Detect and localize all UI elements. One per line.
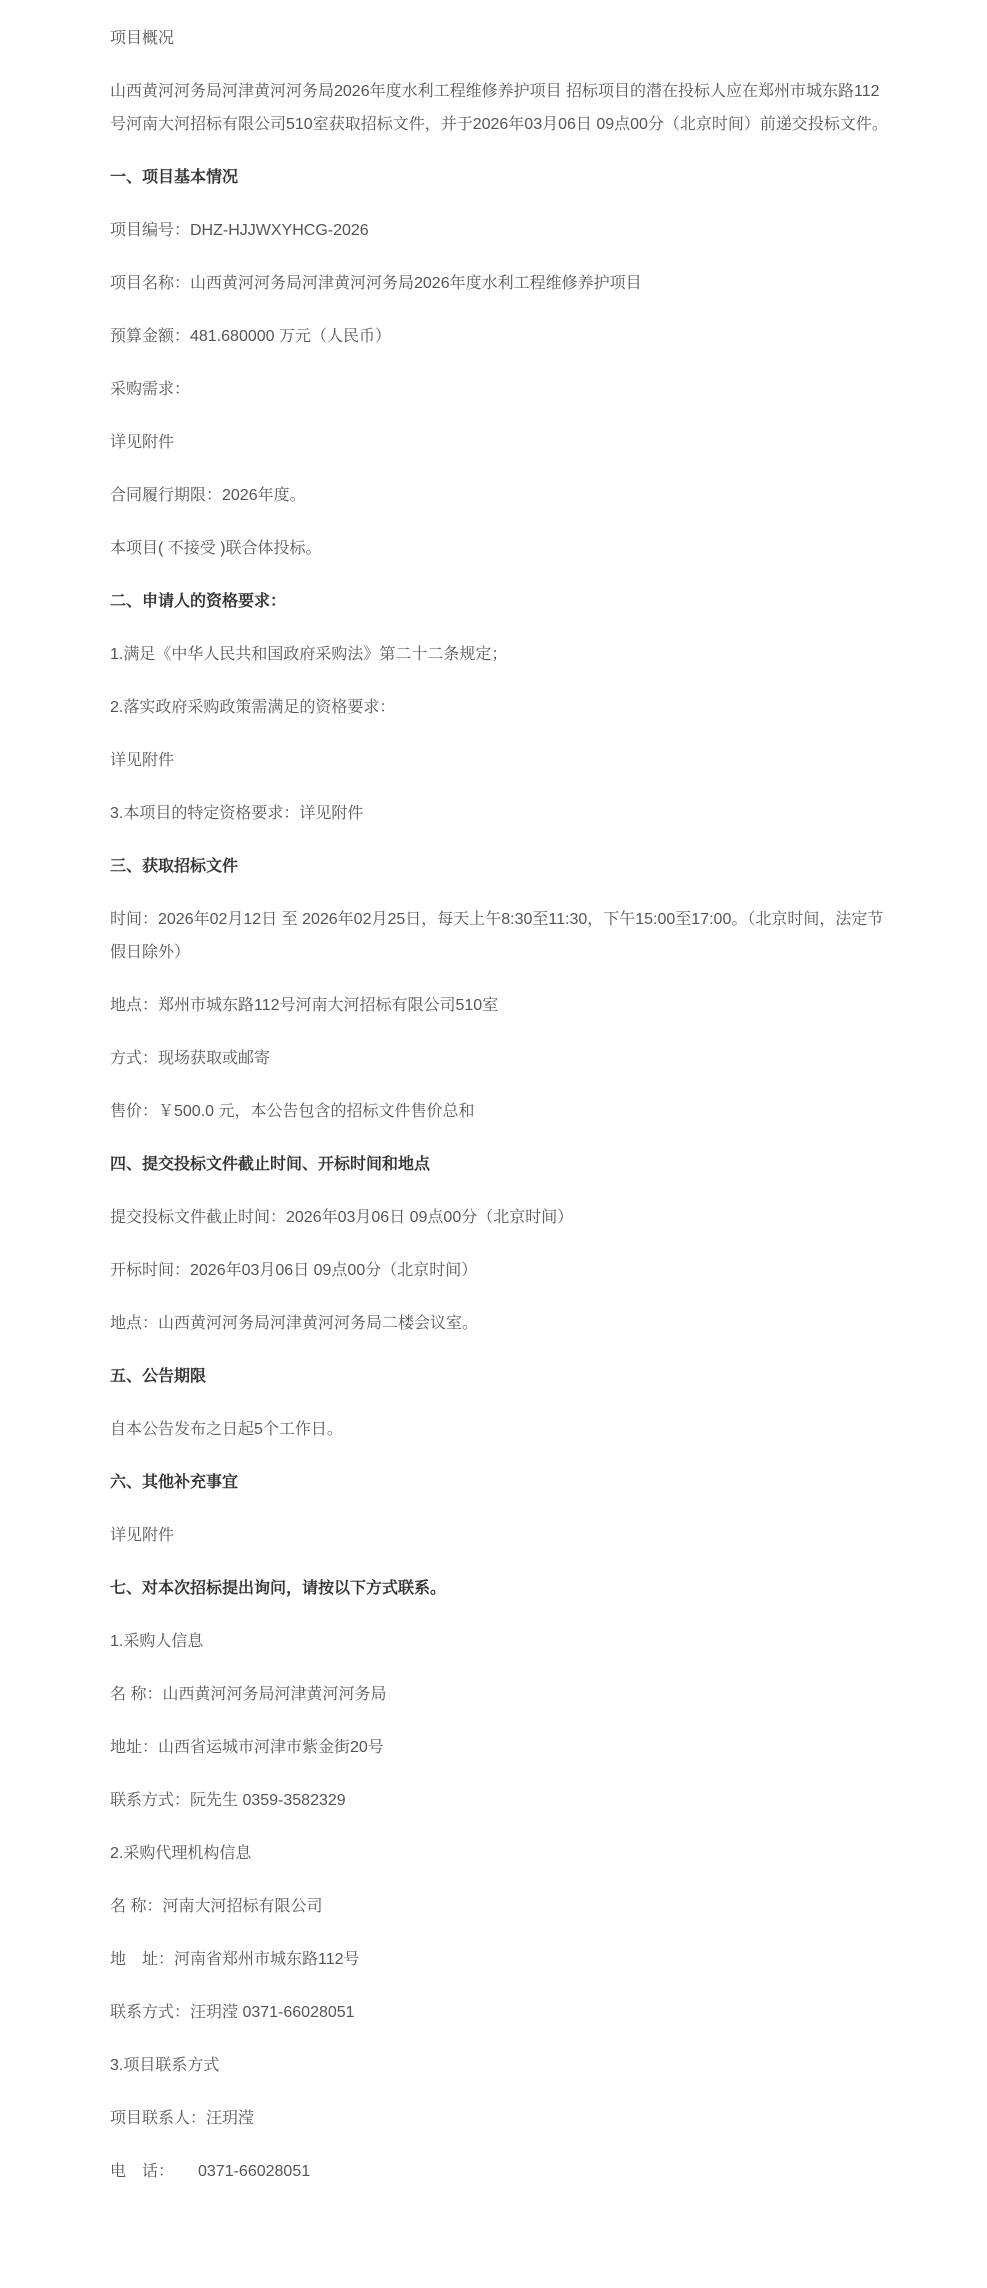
section-heading: 三、获取招标文件 [110,858,239,875]
document-body [110,22,892,2188]
paragraph: 采购需求： [110,381,191,398]
section-heading: 六、其他补充事宜 [110,1474,239,1491]
paragraph: 开标时间：2026年03月06日 09点00分（北京时间） [110,1262,478,1279]
paragraph: 地点：郑州市城东路112号河南大河招标有限公司510室 [110,997,499,1014]
project-overview-label: 项目概况 [110,30,175,47]
paragraph: 预算金额：481.680000 万元（人民币） [110,328,391,345]
paragraph: 3.本项目的特定资格要求：详见附件 [110,805,364,822]
paragraph: 详见附件 [110,752,175,769]
paragraph: 地 址：河南省郑州市城东路112号 [110,1951,360,1968]
paragraph: 3.项目联系方式 [110,2057,220,2074]
paragraph: 名 称：山西黄河河务局河津黄河河务局 [110,1686,387,1703]
paragraph: 自本公告发布之日起5个工作日。 [110,1421,343,1438]
paragraph: 1.满足《中华人民共和国政府采购法》第二十二条规定； [110,646,508,663]
paragraph: 联系方式：阮先生 0359-3582329 [110,1792,346,1809]
section-heading: 一、项目基本情况 [110,169,239,186]
paragraph: 本项目( 不接受 )联合体投标。 [110,540,322,557]
paragraph: 方式：现场获取或邮寄 [110,1050,271,1067]
paragraph: 项目编号：DHZ-HJJWXYHCG-2026 [110,222,369,239]
paragraph: 地点：山西黄河河务局河津黄河河务局二楼会议室。 [110,1315,479,1332]
paragraph: 名 称：河南大河招标有限公司 [110,1898,323,1915]
paragraph: 项目联系人：汪玥滢 [110,2110,255,2127]
paragraph: 山西黄河河务局河津黄河河务局2026年度水利工程维修养护项目 招标项目的潜在投标人应在郑州市城东路112号河南大河招标有限公司510室获取招标文件，并于2026年03月06日 09点00分（北京时间）前递交投标文件。 [110,83,888,133]
paragraph: 地址：山西省运城市河津市紫金街20号 [110,1739,384,1756]
section-heading: 四、提交投标文件截止时间、开标时间和地点 [110,1156,431,1173]
paragraph: 2.采购代理机构信息 [110,1845,252,1862]
paragraph: 提交投标文件截止时间：2026年03月06日 09点00分（北京时间） [110,1209,574,1226]
paragraph: 电 话： 0371-66028051 [110,2163,311,2180]
paragraph: 项目名称：山西黄河河务局河津黄河河务局2026年度水利工程维修养护项目 [110,275,642,292]
paragraph: 1.采购人信息 [110,1633,204,1650]
paragraph: 联系方式：汪玥滢 0371-66028051 [110,2004,355,2021]
section-heading: 五、公告期限 [110,1368,207,1385]
paragraph: 详见附件 [110,1527,175,1544]
paragraph: 合同履行期限：2026年度。 [110,487,306,504]
paragraph: 2.落实政府采购政策需满足的资格要求： [110,699,396,716]
section-heading: 七、对本次招标提出询问，请按以下方式联系。 [110,1580,447,1597]
paragraph: 售价：￥500.0 元，本公告包含的招标文件售价总和 [110,1103,475,1120]
section-heading: 二、申请人的资格要求： [110,593,287,610]
paragraph: 时间：2026年02月12日 至 2026年02月25日，每天上午8:30至11:30，下午15:00至17:00。（北京时间，法定节假日除外） [110,911,884,961]
paragraph: 详见附件 [110,434,175,451]
